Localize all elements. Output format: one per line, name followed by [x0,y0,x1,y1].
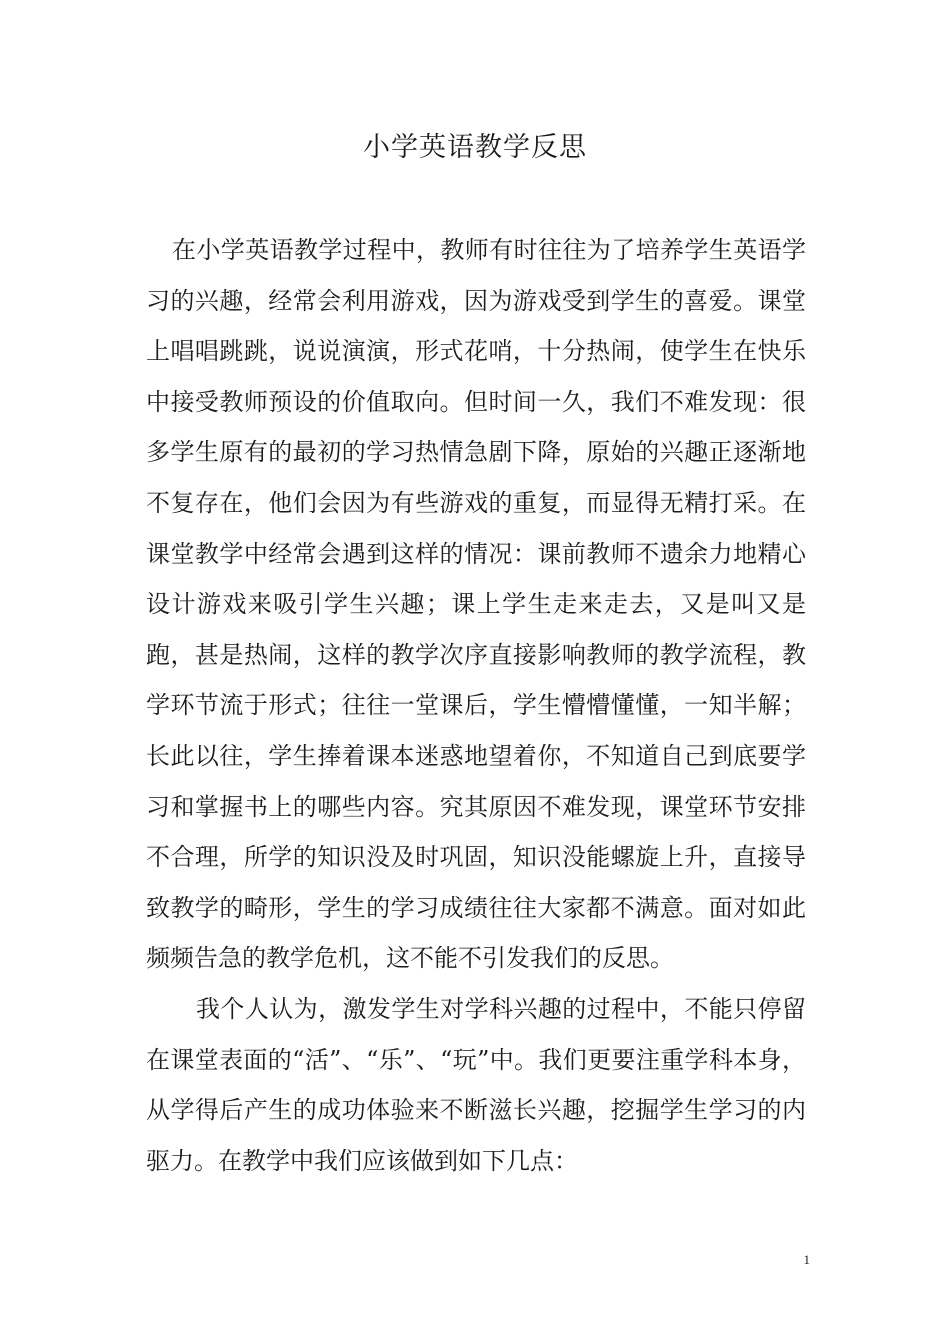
document-body [146,225,806,1186]
document-title: 小学英语教学反思 [363,132,587,163]
page-number: 1 [803,1252,810,1267]
paragraph-1: 在小学英语教学过程中，教师有时往往为了培养学生英语学习的兴趣，经常会利用游戏，因为游戏受到学生的喜爱。课堂上唱唱跳跳，说说演演，形式花哨，十分热闹，使学生在快乐中接受教师预设的价值取向。但时间一久，我们不难发现：很多学生原有的最初的学习热情急剧下降，原始的兴趣正逐渐地不复存在，他们会因为有些游戏的重复，而显得无精打采。在课堂教学中经常会遇到这样的情况：课前教师不遗余力地精心设计游戏来吸引学生兴趣；课上学生走来走去，又是叫又是跑，甚是热闹，这样的教学次序直接影响教师的教学流程，教学环节流于形式；往往一堂课后，学生懵懵懂懂，一知半解；长此以往，学生捧着课本迷惑地望着你，不知道自己到底要学习和掌握书上的哪些内容。究其原因不难发现，课堂环节安排不合理，所学的知识没及时巩固，知识没能螺旋上升，直接导致教学的畸形，学生的学习成绩往往大家都不满意。面对如此频频告急的教学危机，这不能不引发我们的反思。 [146,236,806,973]
paragraph-2: 我个人认为，激发学生对学科兴趣的过程中，不能只停留在课堂表面的“活”、“乐”、“玩”中。我们更要注重学科本身，从学得后产生的成功体验来不断滋长兴趣，挖掘学生学习的内驱力。在教学中我们应该做到如下几点： [146,994,806,1175]
